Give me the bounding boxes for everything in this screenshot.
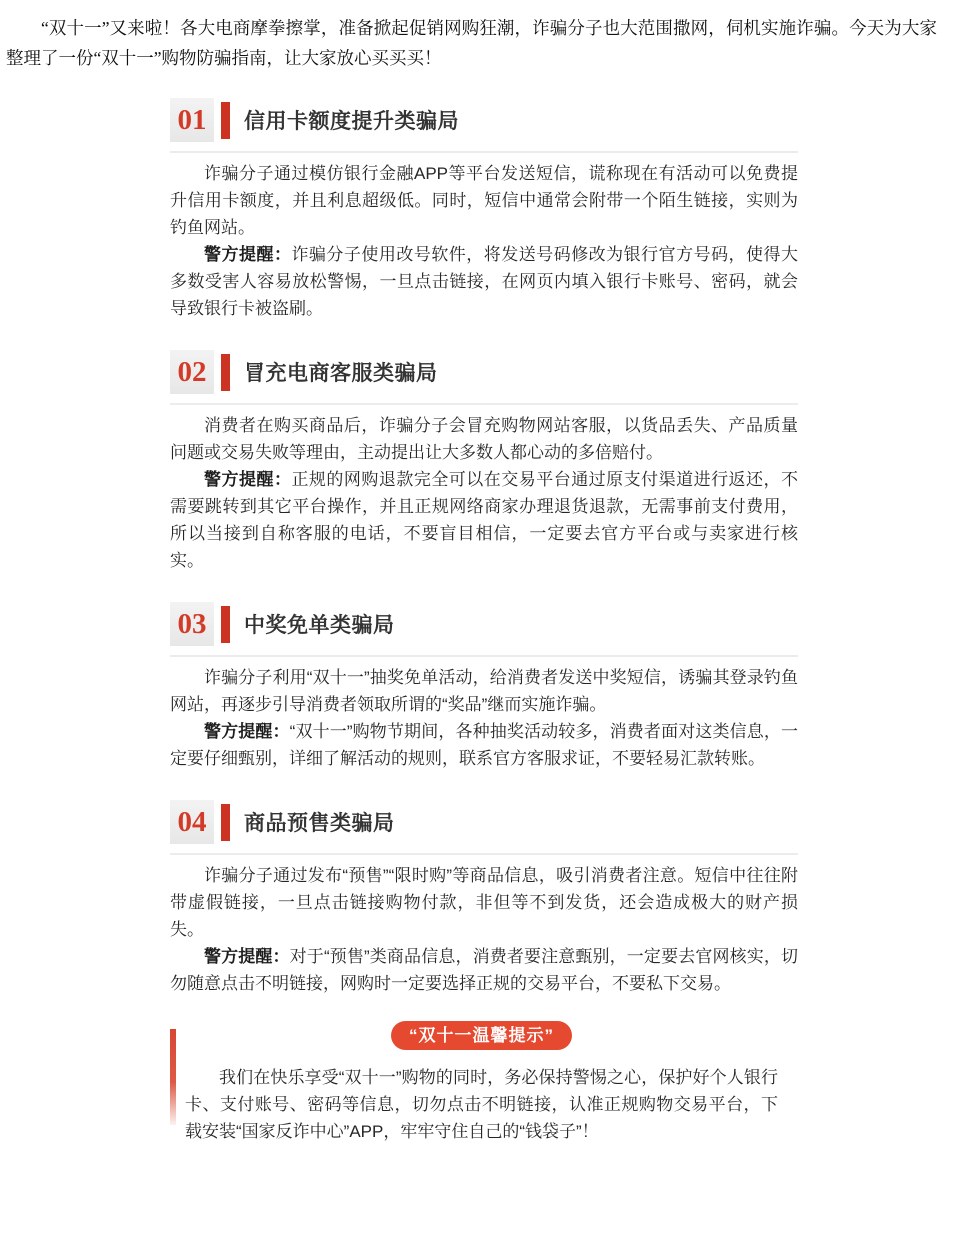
red-accent-bar [221,102,230,139]
tips-text: 我们在快乐享受“双十一”购物的同时，务必保持警惕之心，保护好个人银行卡、支付账号、密码等信息，切勿点击不明链接，认准正规购物交易平台，下载安装“国家反诈中心”APP，牢牢守住自己的“钱袋子”！ [185,1068,778,1141]
section-header [170,350,798,394]
police-reminder-paragraph [170,718,798,772]
police-reminder-paragraph [170,466,798,574]
header-divider [170,403,798,405]
police-reminder-text: 对于“预售”类商品信息，消费者要注意甄别，一定要去官网核实，切勿随意点击不明链接，网购时一定要选择正规的交易平台，不要私下交易。 [170,947,798,993]
tips-badge: “双十一温馨提示” [391,1021,572,1050]
police-reminder-paragraph [170,943,798,997]
police-reminder-text: 正规的网购退款完全可以在交易平台通过原支付渠道进行返还，不需要跳转到其它平台操作，并且正规网络商家办理退货退款，无需事前支付费用，所以当接到自称客服的电话，不要盲目相信，一定要去官方平台或与卖家进行核实。 [170,470,799,570]
section-number-badge [170,800,214,844]
section-paragraph: 消费者在购买商品后，诈骗分子会冒充购物网站客服，以货品丢失、产品质量问题或交易失败等理由，主动提出让大多数人都心动的多倍赔付。 [170,416,798,462]
police-reminder-label: 警方提醒： [204,245,292,264]
red-accent-bar [221,354,230,391]
police-reminder-text: “双十一”购物节期间，各种抽奖活动较多，消费者面对这类信息，一定要仔细甄别，详细了解活动的规则，联系官方客服求证，不要轻易汇款转账。 [170,722,798,768]
police-reminder-label: 警方提醒： [204,470,292,489]
red-accent-bar [221,804,230,841]
section-title: 商品预售类骗局 [244,812,395,835]
tips-left-accent-bar [170,1029,176,1125]
section-credit-card-scam [170,98,798,322]
section-number: 02 [177,355,207,388]
section-paragraph: 诈骗分子通过模仿银行金融APP等平台发送短信，谎称现在有活动可以免费提升信用卡额度，并且利息超级低。同时，短信中通常会附带一个陌生链接，实则为钓鱼网站。 [170,164,798,237]
section-body [170,664,798,772]
police-reminder-label: 警方提醒： [204,947,290,966]
section-header [170,602,798,646]
section-title: 信用卡额度提升类骗局 [244,110,459,133]
section-number-badge [170,350,214,394]
section-title: 冒充电商客服类骗局 [244,362,438,385]
red-accent-bar [221,606,230,643]
section-header [170,98,798,142]
header-divider [170,151,798,153]
section-body [170,862,798,997]
section-number: 03 [177,607,207,640]
section-header [170,800,798,844]
warm-tips-box [170,1021,798,1145]
section-body [170,412,798,574]
section-prize-scam [170,602,798,772]
article-content [170,98,798,1145]
section-title: 中奖免单类骗局 [244,614,395,637]
section-number: 04 [177,805,207,838]
police-reminder-text: 诈骗分子使用改号软件，将发送号码修改为银行官方号码，使得大多数受害人容易放松警惕，一旦点击链接，在网页内填入银行卡账号、密码，就会导致银行卡被盗刷。 [170,245,799,318]
section-paragraph: 诈骗分子利用“双十一”抽奖免单活动，给消费者发送中奖短信，诱骗其登录钓鱼网站，再逐步引导消费者领取所谓的“奖品”继而实施诈骗。 [170,668,798,714]
section-presale-scam [170,800,798,997]
intro-paragraph: “双十一”又来啦！各大电商摩拳擦掌，准备掀起促销网购狂潮，诈骗分子也大范围撒网，伺机实施诈骗。今天为大家整理了一份“双十一”购物防骗指南，让大家放心买买买！ [6,18,937,68]
section-number: 01 [177,103,207,136]
section-fake-customer-service-scam [170,350,798,574]
section-number-badge [170,98,214,142]
police-reminder-label: 警方提醒： [204,722,290,741]
header-divider [170,655,798,657]
police-reminder-paragraph [170,241,798,322]
section-body [170,160,798,322]
section-paragraph: 诈骗分子通过发布“预售”“限时购”等商品信息，吸引消费者注意。短信中往往附带虚假链接，一旦点击链接购物付款，非但等不到发货，还会造成极大的财产损失。 [170,866,798,939]
section-number-badge [170,602,214,646]
tips-badge-row [185,1021,778,1050]
header-divider [170,853,798,855]
